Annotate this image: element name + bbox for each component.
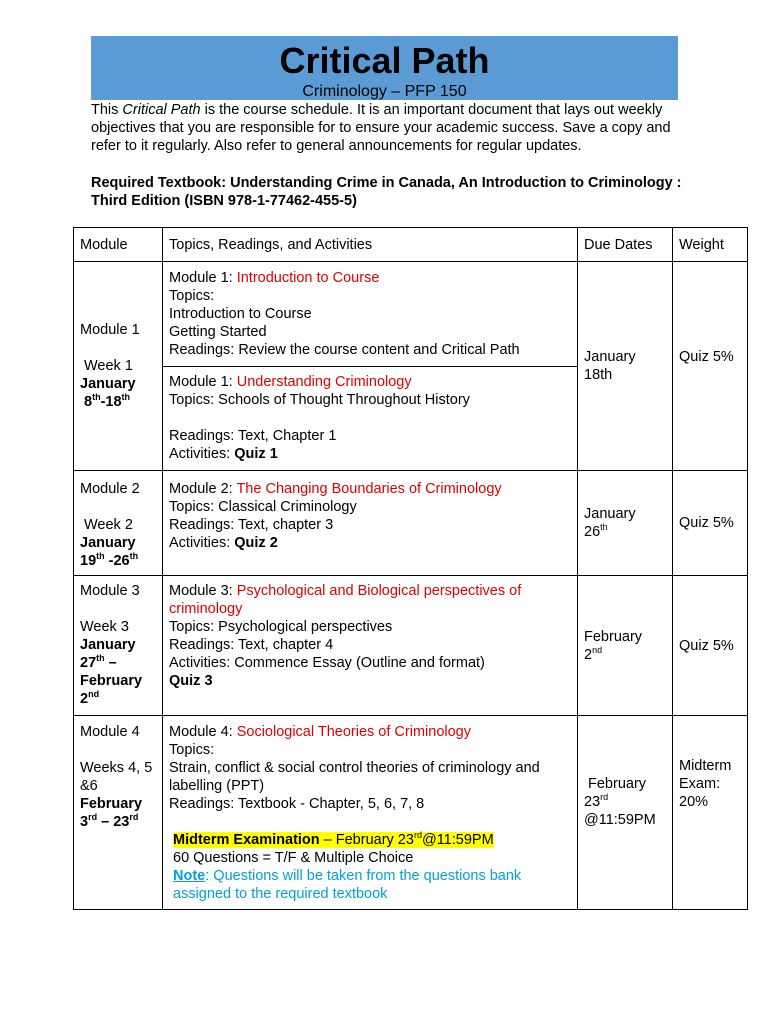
range-end-sup: nd	[88, 689, 100, 700]
due-month: January	[584, 349, 636, 365]
due-day-sup: rd	[600, 792, 609, 803]
header-module: Module	[74, 228, 163, 262]
range-start-sup: th	[96, 653, 105, 664]
table-row	[74, 716, 748, 910]
due-day: 26	[584, 524, 601, 540]
range-end-sup: th	[121, 392, 131, 403]
quiz-label: Quiz 3	[169, 673, 213, 689]
week-label: Weeks 4, 5 &6	[80, 760, 153, 794]
note-text: : Questions will be taken from the questions bank assigned to the required textbook	[173, 868, 522, 902]
range-end: -26	[104, 553, 130, 569]
weight-value: Quiz 5%	[679, 349, 734, 365]
questions-line: 60 Questions = T/F & Multiple Choice	[173, 850, 414, 866]
activities-label: Activities:	[169, 446, 235, 462]
weight-cell	[673, 716, 748, 910]
range-end-sup: rd	[129, 812, 139, 823]
weight-value: Quiz 5%	[679, 515, 734, 531]
week-label: Week 1	[84, 358, 133, 374]
range-end: – 23	[97, 814, 130, 830]
intro-paragraph	[91, 101, 691, 155]
month-label: January	[80, 535, 136, 551]
range-start: 19	[80, 553, 97, 569]
due-day: 18th	[584, 367, 613, 383]
topics-cell	[163, 262, 578, 471]
range-end-sup: th	[129, 551, 139, 562]
topics-cell	[163, 716, 578, 910]
readings-line: Readings: Text, Chapter 1	[169, 428, 337, 444]
module-label: Module 3	[80, 583, 140, 599]
weight-cell	[673, 471, 748, 576]
due-day: 23	[584, 794, 601, 810]
readings-line: Readings: Textbook - Chapter, 5, 6, 7, 8	[169, 796, 425, 812]
header-due: Due Dates	[578, 228, 673, 262]
weight-value: Quiz 5%	[679, 637, 734, 654]
readings-line: Readings: Text, chapter 4	[169, 637, 334, 653]
table-row	[74, 262, 748, 471]
module-title: Understanding Criminology	[236, 374, 412, 390]
topic-line: Getting Started	[169, 324, 267, 340]
topics-cell	[163, 576, 578, 716]
course-subtitle: Criminology – PFP 150	[302, 83, 467, 100]
required-textbook: Required Textbook: Understanding Crime in Canada, An Introduction to Criminology : Third Edition (ISBN 978-1-77462-455-5)	[91, 175, 682, 209]
midterm-date: – February 23	[319, 832, 414, 848]
quiz-label: Quiz 1	[234, 446, 278, 462]
weight-value: Midterm Exam: 20%	[679, 758, 732, 810]
page-title: Critical Path	[279, 40, 490, 81]
due-time: @11:59PM	[584, 812, 656, 828]
activities-label: Activities:	[169, 535, 235, 551]
due-month: February	[588, 776, 647, 792]
month-label: February	[80, 796, 143, 812]
topic-prefix: Module 1:	[169, 374, 237, 390]
module-cell	[74, 576, 163, 716]
topic-prefix: Module 4:	[169, 724, 237, 740]
midterm-date-sup: rd	[413, 830, 422, 841]
midterm-time: @11:59PM	[421, 832, 494, 848]
topic-prefix: Module 3:	[169, 583, 237, 599]
due-day: 2	[584, 646, 593, 663]
week-label: Week 3	[80, 619, 129, 635]
note-label: Note	[173, 868, 206, 884]
module-cell	[74, 471, 163, 576]
module-label: Module 1	[80, 322, 140, 338]
range-start: 8	[84, 394, 93, 410]
module-label: Module 4	[80, 724, 140, 740]
topics-cell	[163, 471, 578, 576]
topic-block	[163, 262, 577, 367]
due-cell	[578, 262, 673, 471]
range-start: 27	[80, 655, 97, 671]
topic-line: Topics:	[169, 288, 215, 304]
title-banner	[91, 36, 678, 100]
weight-cell	[673, 576, 748, 716]
range-start: 3	[80, 814, 89, 830]
month-label: January	[80, 637, 136, 653]
module-cell	[74, 716, 163, 910]
due-day-sup: nd	[592, 644, 603, 655]
module-cell	[74, 262, 163, 471]
due-month: February	[584, 628, 643, 645]
week-label: Week 2	[84, 517, 133, 533]
topic-block	[163, 367, 577, 463]
range-start-sup: rd	[88, 812, 98, 823]
due-cell	[578, 471, 673, 576]
module-label: Module 2	[80, 481, 140, 497]
midterm-title: Midterm Examination	[173, 832, 320, 848]
month-label: January	[80, 376, 136, 392]
due-day-sup: th	[600, 522, 608, 533]
intro-post: is the course schedule. It is an important document that lays out weekly objectives that you are responsible for to ensure your academic success. Save a copy and refer to it regularly. Also refer to general announcements for regular updates.	[91, 102, 671, 154]
intro-pre: This	[91, 102, 123, 118]
header-weight: Weight	[673, 228, 748, 262]
module-title: Sociological Theories of Criminology	[236, 724, 471, 740]
module-title: Introduction to Course	[236, 270, 380, 286]
topic-prefix: Module 2:	[169, 481, 237, 497]
intro-emphasis: Critical Path	[122, 102, 201, 118]
month-label: February	[80, 673, 143, 689]
activities-line: Activities: Commence Essay (Outline and format)	[169, 655, 485, 671]
readings-line: Readings: Review the course content and Critical Path	[169, 342, 520, 358]
topic-line: Topics: Psychological perspectives	[169, 619, 393, 635]
readings-line: Readings: Text, chapter 3	[169, 517, 334, 533]
range-start-sup: th	[96, 551, 105, 562]
topic-line: Topics:	[169, 742, 215, 758]
topic-prefix: Module 1:	[169, 270, 237, 286]
table-header-row	[74, 228, 748, 262]
header-topics: Topics, Readings, and Activities	[163, 228, 578, 262]
range-separator: –	[104, 655, 117, 671]
quiz-label: Quiz 2	[234, 535, 278, 551]
table-row	[74, 471, 748, 576]
module-title: The Changing Boundaries of Criminology	[236, 481, 502, 497]
topic-line: Topics: Classical Criminology	[169, 499, 357, 515]
range-end: 2	[80, 691, 89, 707]
due-cell	[578, 576, 673, 716]
range-start-sup: th	[92, 392, 101, 403]
module-title: Psychological and Biological perspectives of criminology	[169, 583, 522, 617]
due-month: January	[584, 506, 636, 522]
midterm-highlight	[173, 832, 494, 848]
range-end: -18	[100, 394, 122, 410]
table-row	[74, 576, 748, 716]
topic-line: Topics: Schools of Thought Throughout History	[169, 392, 470, 408]
topic-line: Strain, conflict & social control theories of criminology and labelling (PPT)	[169, 760, 540, 794]
due-cell	[578, 716, 673, 910]
weight-cell	[673, 262, 748, 471]
topic-line: Introduction to Course	[169, 306, 312, 322]
schedule-table	[73, 227, 748, 910]
